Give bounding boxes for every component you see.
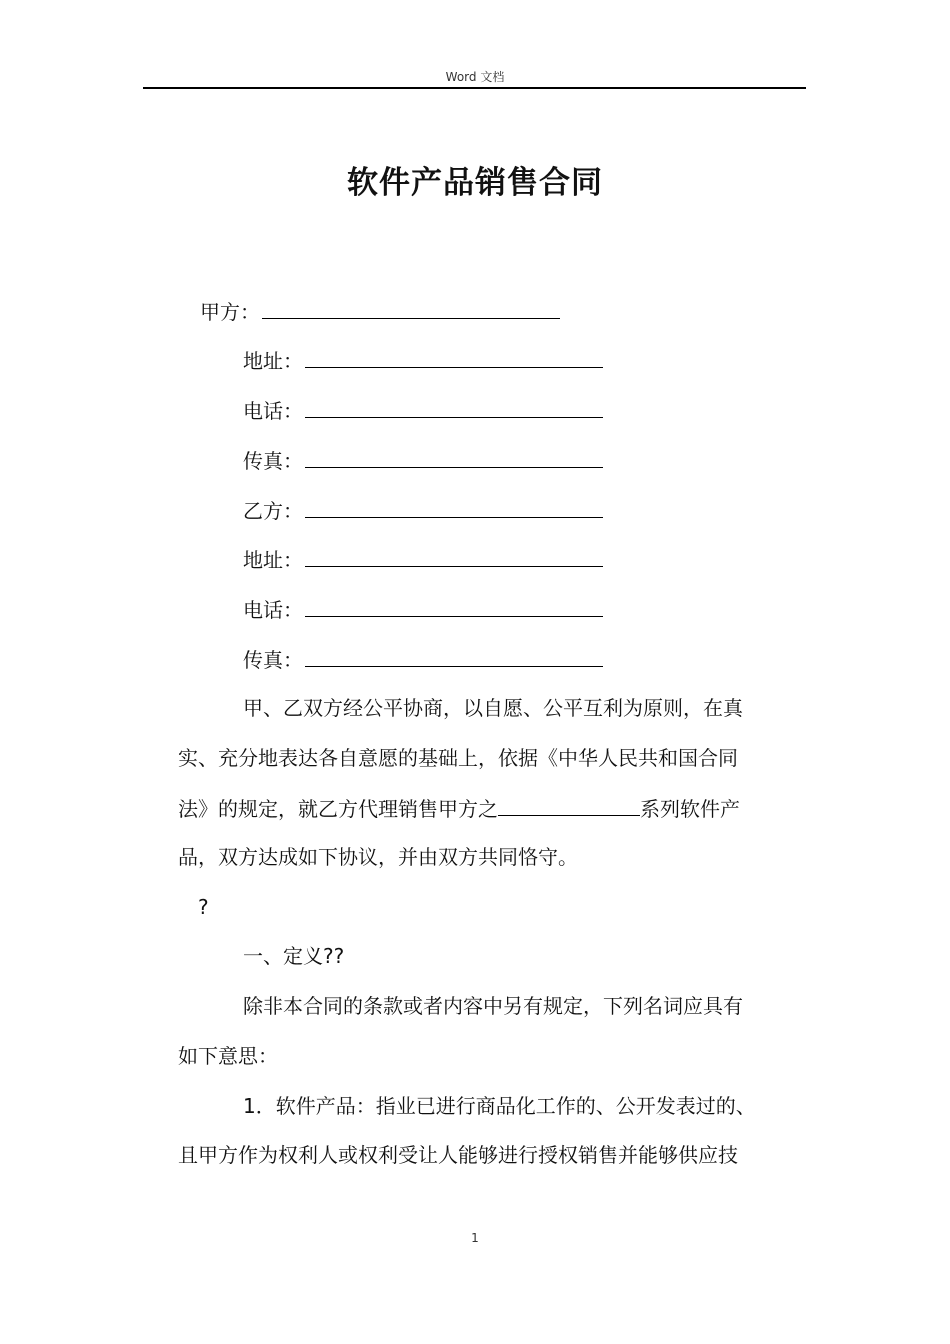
document-title: 软件产品销售合同 [347, 165, 603, 201]
page-header: Word 文档 [445, 70, 505, 84]
party-a-line [200, 296, 560, 326]
section-1-intro-line-2: 如下意思： [178, 1044, 278, 1068]
party-b-label: 乙方： [243, 499, 303, 523]
party-a-fax-label: 传真： [243, 449, 303, 473]
preamble-line-1: 甲、乙双方经公平协商，以自愿、公平互利为原则，在真 [243, 696, 743, 720]
party-b-fax-blank[interactable] [305, 644, 603, 667]
party-a-address-blank[interactable] [305, 345, 603, 368]
product-series-blank[interactable] [498, 793, 640, 816]
party-a-phone-line [243, 395, 603, 425]
preamble-line-2: 实、充分地表达各自意愿的基础上，依据《中华人民共和国合同 [178, 746, 738, 770]
page-number: 1 [471, 1231, 479, 1245]
party-b-line [243, 495, 603, 525]
preamble-line-3-after: 系列软件产 [640, 797, 740, 821]
party-b-address-blank[interactable] [305, 544, 603, 567]
item-1-line-2: 且甲方作为权利人或权利受让人能够进行授权销售并能够供应技 [178, 1143, 738, 1167]
party-b-phone-blank[interactable] [305, 594, 603, 617]
preamble-line-3 [178, 793, 740, 823]
party-a-fax-line [243, 445, 603, 475]
item-1-line-1: 1．软件产品：指业已进行商品化工作的、公开发表过的、 [243, 1094, 756, 1118]
section-1-intro-line-1: 除非本合同的条款或者内容中另有规定，下列名词应具有 [243, 994, 743, 1018]
section-1-heading: 一、定义?? [243, 944, 345, 968]
party-a-blank[interactable] [262, 296, 560, 319]
preamble-line-3-before: 法》的规定，就乙方代理销售甲方之 [178, 797, 498, 821]
party-b-phone-label: 电话： [243, 598, 303, 622]
party-b-fax-line [243, 644, 603, 674]
party-a-phone-blank[interactable] [305, 395, 603, 418]
party-b-address-label: 地址： [243, 548, 303, 572]
party-b-address-line [243, 544, 603, 574]
header-rule [143, 87, 806, 89]
stray-question-mark: ? [198, 895, 209, 919]
party-a-fax-blank[interactable] [305, 445, 603, 468]
party-a-label: 甲方： [200, 300, 260, 324]
party-b-fax-label: 传真： [243, 648, 303, 672]
party-a-phone-label: 电话： [243, 399, 303, 423]
party-b-blank[interactable] [305, 495, 603, 518]
party-b-phone-line [243, 594, 603, 624]
preamble-line-4: 品，双方达成如下协议，并由双方共同恪守。 [178, 845, 578, 869]
party-a-address-label: 地址： [243, 349, 303, 373]
party-a-address-line [243, 345, 603, 375]
